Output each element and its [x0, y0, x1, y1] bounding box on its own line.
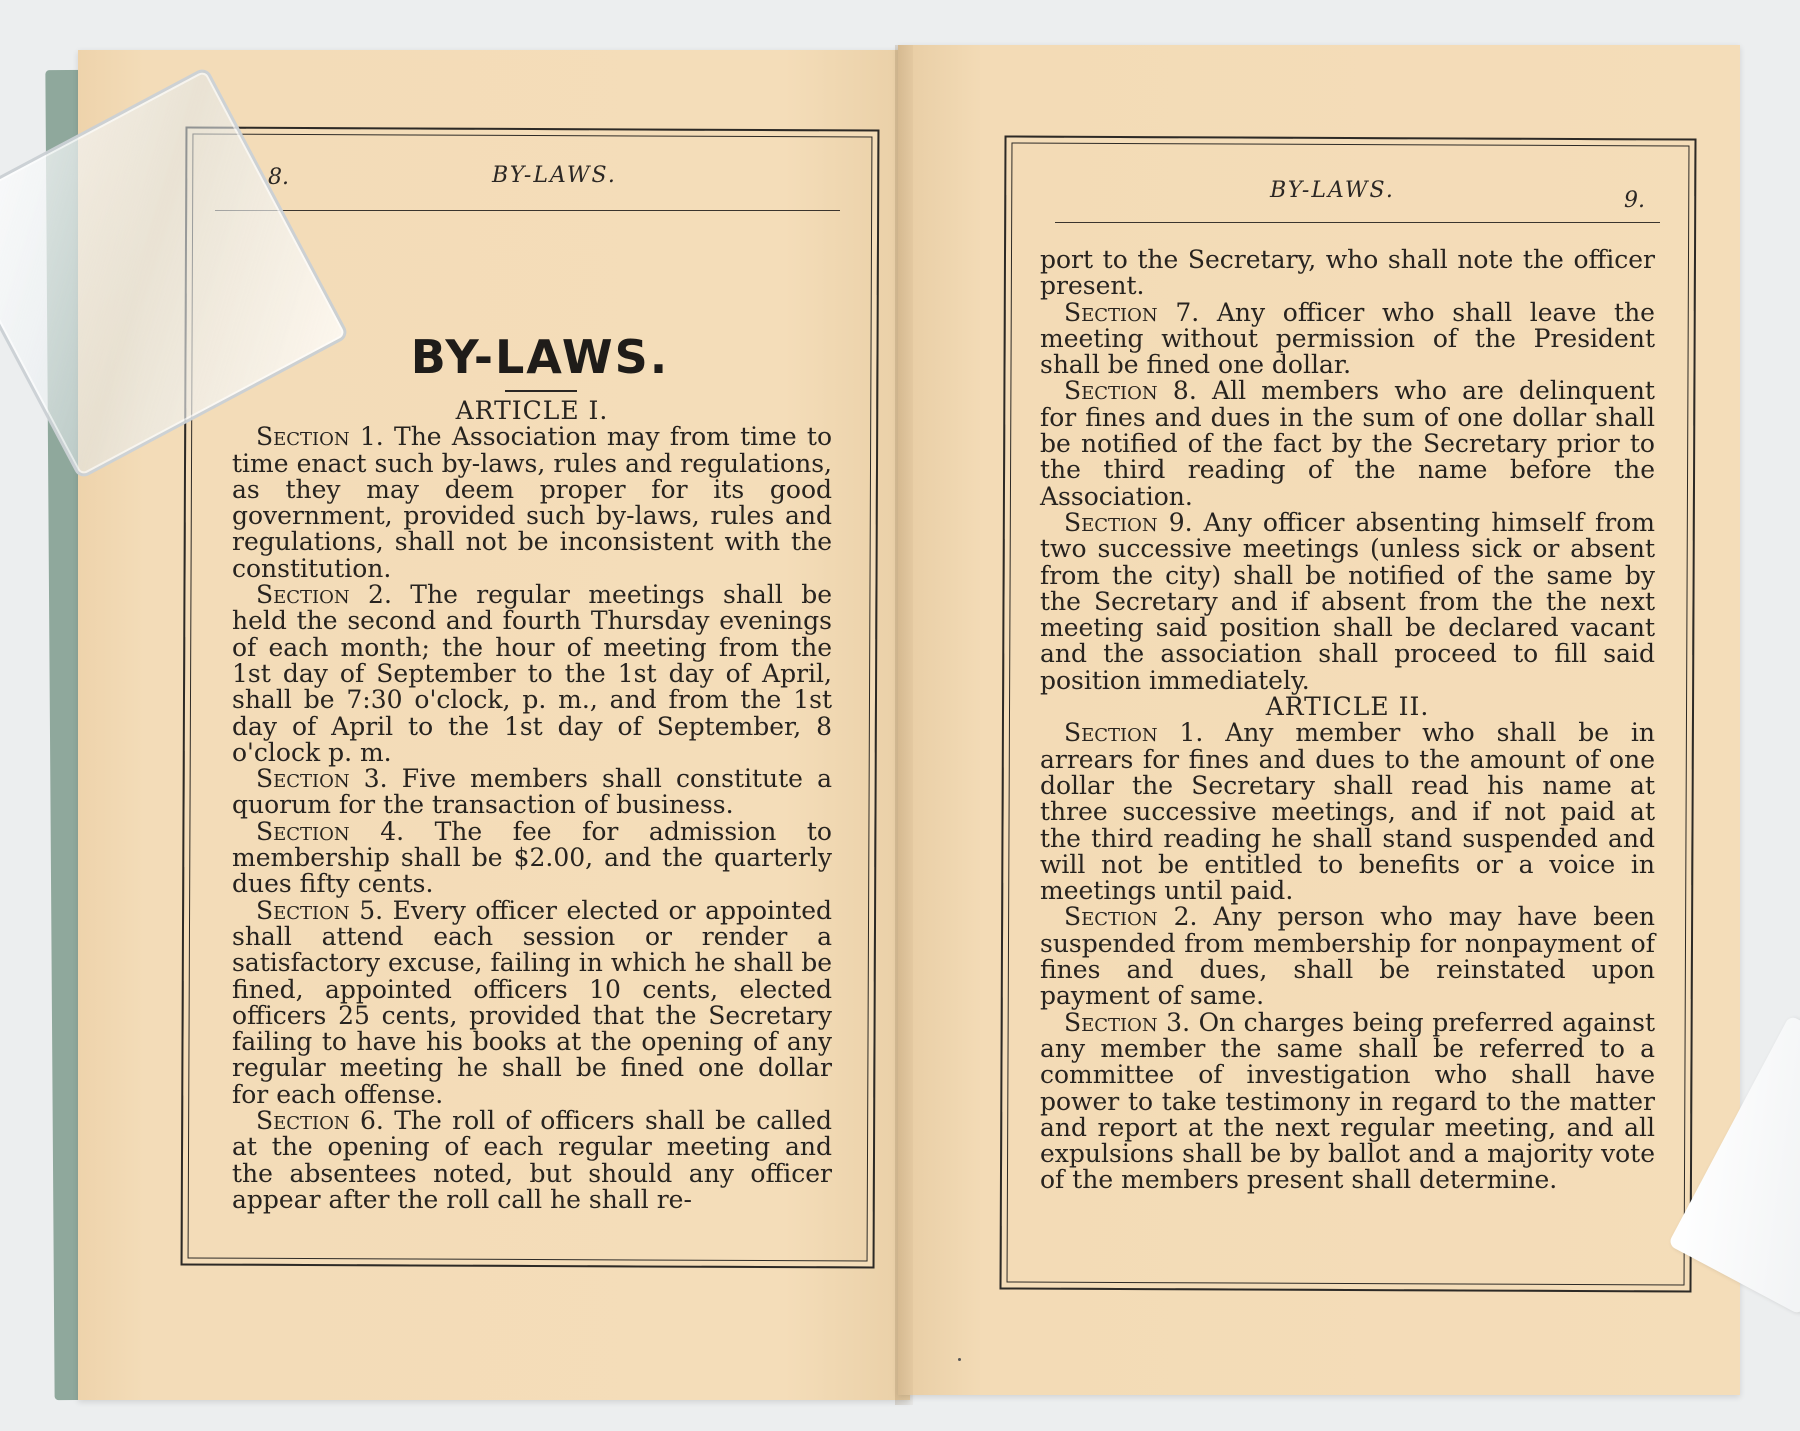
- section-paragraph: [1040, 1007, 1655, 1195]
- section-label: Section 3.: [1064, 1007, 1191, 1037]
- section-paragraph: [232, 424, 832, 582]
- right-body: [1040, 247, 1655, 1194]
- section-paragraph: [1040, 904, 1655, 1009]
- section-paragraph: [1040, 297, 1655, 380]
- right-head-rule: [1055, 222, 1660, 223]
- section-text: Any member who shall be in arrears for fines and dues to the amount of one dollar the Secretary shall read his name at three successive meetings, and if not paid at the third reading he shall stand suspended and will not be entitled to benefits or a voice in meetings until paid.: [1040, 718, 1655, 906]
- right-running-head: BY-LAWS.: [1270, 178, 1395, 203]
- section-label: Section 1.: [1064, 718, 1204, 748]
- section-label: Section 9.: [1064, 507, 1193, 537]
- ink-speck: [958, 1358, 961, 1361]
- section-text: On charges being preferred against any member the same shall be referred to a committee of investigation who shall have power to take testimony in regard to the matter and report at the next regular meeting, and all expulsions shall be by ballot and a majority vote of the members present shall determine.: [1040, 1007, 1655, 1195]
- article-2-heading: ARTICLE II.: [1265, 692, 1430, 722]
- section-text: The regular meetings shall be held the second and fourth Thursday evenings of each month; the hour of meeting from the 1st day of September to the 1st day of April, shall be 7:30 o'clock, p. m., and from the 1st day of April to the 1st day of September, 8 o'clock p. m.: [232, 580, 832, 767]
- left-head-rule: [215, 210, 840, 211]
- section-text: The roll of officers shall be called at the opening of each regular meeting and the absentees noted, but should any officer appear after the roll call he shall re-: [232, 1106, 832, 1214]
- section-paragraph: [1040, 507, 1656, 695]
- right-page-number: 9.: [1624, 188, 1645, 213]
- page-title: BY-LAWS.: [410, 330, 670, 384]
- section-text: The Association may from time to time enact such by-laws, rules and regulations, as they may deem proper for its good government, provided such by-laws, rules and regulations, shall not be inconsistent with the constitution.: [232, 422, 832, 583]
- section-paragraph: [232, 1108, 832, 1213]
- left-body: [232, 398, 832, 1213]
- section-text: The fee for admission to membership shall be $2.00, and the quarterly dues fifty cents.: [232, 816, 832, 899]
- article-1-heading: ARTICLE I.: [455, 396, 609, 425]
- section-paragraph: [1040, 720, 1655, 904]
- section-label: Section 1.: [256, 422, 384, 452]
- section-paragraph: [232, 816, 832, 899]
- section-paragraph: [232, 582, 832, 766]
- section-label: Section 3.: [256, 764, 388, 794]
- section-label: Section 4.: [256, 816, 405, 846]
- section-label: Section 6.: [256, 1106, 384, 1136]
- section-label: Section 7.: [1064, 297, 1200, 327]
- section-text: All members who are delinquent for fines and dues in the sum of one dollar shall be notified of the fact by the Secretary prior to the third reading of the name before the Association.: [1040, 376, 1655, 511]
- book-gutter: [895, 45, 913, 1405]
- section-paragraph: [232, 895, 832, 1109]
- section-text: Five members shall constitute a quorum for the transaction of business.: [232, 764, 832, 820]
- section-label: Section 2.: [1064, 902, 1198, 932]
- section-label: Section 2.: [256, 580, 392, 610]
- section-label: Section 5.: [256, 895, 384, 925]
- section-paragraph: [232, 766, 832, 819]
- section-text: Every officer elected or appointed shall attend each session or render a satisfactory excuse, failing in which he shall be fined, appointed officers 10 cents, elected officers 25 cents, provided that the Secretary failing to have his books at the opening of any regular meeting he shall be fined one dollar for each offense.: [232, 895, 832, 1109]
- left-running-head: BY-LAWS.: [492, 163, 617, 188]
- section-text: Any person who may have been suspended from membership for nonpayment of fines and dues, shall be reinstated upon payment of same.: [1040, 902, 1655, 1011]
- section-label: Section 8.: [1064, 376, 1197, 406]
- left-page-number: 8.: [268, 165, 289, 190]
- section-paragraph: [1040, 378, 1655, 509]
- continuation-text: port to the Secretary, who shall note the officer present.: [1040, 245, 1655, 301]
- section-text: Any officer absenting himself from two successive meetings (unless sick or absent from the city) shall be notified of the same by the Secretary and if absent from the the next meeting said position shall be declared vacant and the association shall proceed to fill said position immediately.: [1040, 507, 1656, 695]
- title-rule: [505, 390, 577, 392]
- section-text: Any officer who shall leave the meeting without permission of the President shall be fined one dollar.: [1040, 297, 1655, 380]
